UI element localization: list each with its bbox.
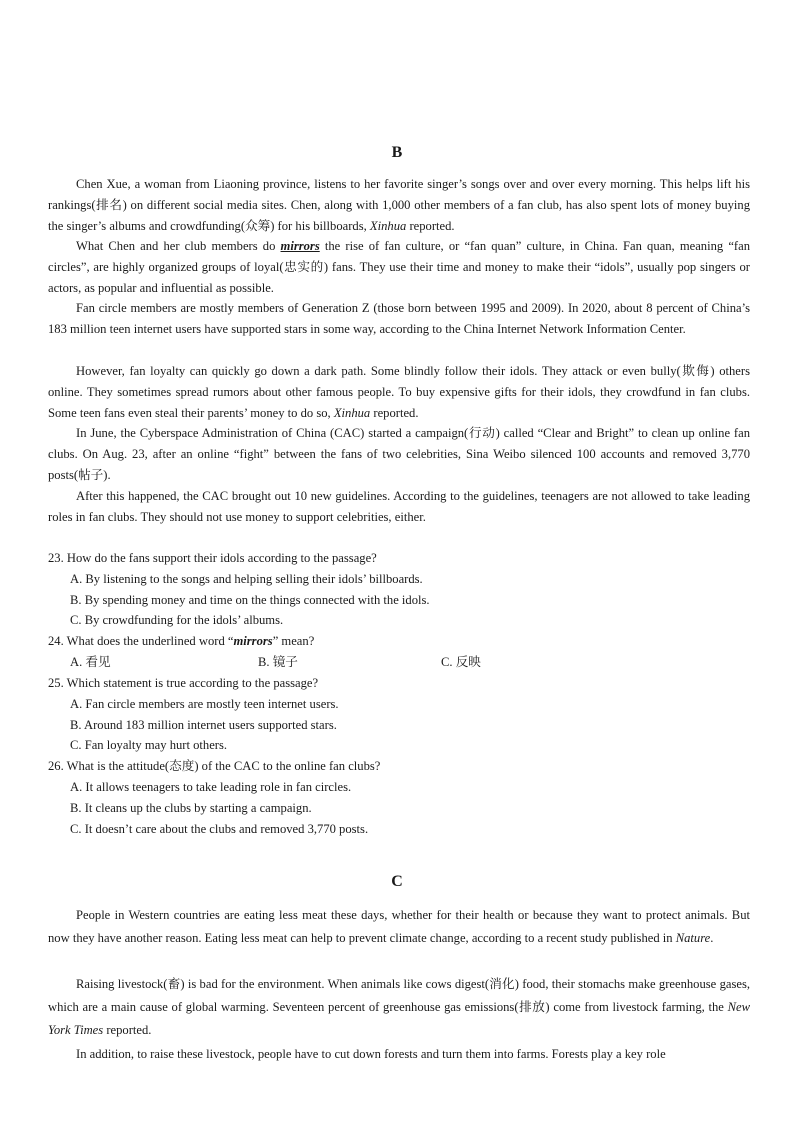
q24-option-c: C. 反映 xyxy=(441,655,481,669)
text: Raising livestock(畜) is bad for the environment. When animals like cows digest(消化) food, their stomachs make greenhouse gases, which are a main cause of global warming. Seventeen percent of greenhouse gas emissions(排放) come from livestock farming, the xyxy=(48,977,750,1015)
q24-option-a: A. 看见 xyxy=(70,655,111,669)
q24-option-b: B. 镜子 xyxy=(258,655,298,669)
question-25: 25. Which statement is true according to the passage? xyxy=(48,676,319,690)
passage-b-paragraph-1 xyxy=(48,174,750,236)
q23-option-b: B. By spending money and time on the things connected with the idols. xyxy=(70,593,430,607)
question-24 xyxy=(48,631,748,652)
q26-option-b: B. It cleans up the clubs by starting a campaign. xyxy=(70,801,312,815)
text: the rise of fan culture, or “fan quan” culture, in China. Fan quan, meaning “fan circles”, are highly organized groups of loyal(忠实的) fans. They use their time and money to make their “idols”, usually pop singers or actors, as popular and influential as possible. xyxy=(48,239,750,295)
text: However, fan loyalty can quickly go down a dark path. Some blindly follow their idols. They attack or even bully(欺侮) others online. They sometimes spread rumors about other famous people. To buy expensive gifts for their idols, they crowdfund in fan clubs. Some teen fans even steal their parents’ money to do so, xyxy=(48,364,750,420)
text: . xyxy=(710,931,714,946)
passage-b-paragraph-6: After this happened, the CAC brought out 10 new guidelines. According to the guidelines, teenagers are not allowed to take leading roles in fan clubs. They should not use money to support celebrities, either. xyxy=(48,489,750,524)
q25-option-a: A. Fan circle members are mostly teen internet users. xyxy=(70,697,339,711)
text: 24. What does the underlined word “ xyxy=(48,634,234,648)
section-c-title: C xyxy=(391,873,403,890)
passage-b-paragraph-5: In June, the Cyberspace Administration of China (CAC) started a campaign(行动) called “Clear and Bright” to clean up online fan clubs. On Aug. 23, after an online “fight” between the fans of two celebrities, Sina Weibo silenced 100 accounts and removed 3,770 posts(帖子). xyxy=(48,426,750,482)
source-name: Xinhua xyxy=(333,405,371,420)
q26-option-c: C. It doesn’t care about the clubs and removed 3,770 posts. xyxy=(70,822,369,836)
q26-option-a: A. It allows teenagers to take leading role in fan circles. xyxy=(70,780,352,794)
source-name: Xinhua xyxy=(369,218,407,233)
passage-c-paragraph-3: In addition, to raise these livestock, people have to cut down forests and turn them into farms. Forests play a key role xyxy=(76,1047,666,1061)
text: reported. xyxy=(103,1023,152,1038)
question-26: 26. What is the attitude(态度) of the CAC to the online fan clubs? xyxy=(48,759,381,773)
text: reported. xyxy=(406,218,455,233)
source-name: New York Times xyxy=(48,1000,750,1038)
q23-option-a: A. By listening to the songs and helping selling their idols’ billboards. xyxy=(70,572,423,586)
passage-b-paragraph-3: Fan circle members are mostly members of Generation Z (those born between 1995 and 2009). In 2020, about 8 percent of China’s 183 million teen internet users have supported stars in some way, according to the China Internet Network Information Center. xyxy=(48,301,750,336)
text: People in Western countries are eating less meat these days, whether for their health or because they want to protect animals. But now they have another reason. Eating less meat can help to prevent climate change, according to a recent study published in xyxy=(48,908,750,946)
passage-c-paragraph-2 xyxy=(48,973,750,1043)
question-23: 23. How do the fans support their idols according to the passage? xyxy=(48,551,377,565)
passage-c-paragraph-1 xyxy=(48,904,750,950)
source-name: Nature xyxy=(675,931,711,946)
passage-b-paragraph-2 xyxy=(48,236,750,298)
text: What Chen and her club members do xyxy=(76,239,281,253)
q25-option-c: C. Fan loyalty may hurt others. xyxy=(70,738,228,752)
text: Chen Xue, a woman from Liaoning province, listens to her favorite singer’s songs over and over every morning. This helps lift his rankings(排名) on different social media sites. Chen, along with 1,000 other members of a fan club, has also spent lots of money buying the singer’s albums and crowdfunding(众筹) for his billboards, xyxy=(48,177,750,233)
text: ” mean? xyxy=(272,634,315,648)
passage-b-paragraph-4 xyxy=(48,361,750,423)
text: reported. xyxy=(370,405,419,420)
section-b-title: B xyxy=(391,144,403,161)
q25-option-b: B. Around 183 million internet users supported stars. xyxy=(70,718,337,732)
underlined-word: mirrors xyxy=(280,239,320,253)
q23-option-c: C. By crowdfunding for the idols’ albums. xyxy=(70,613,284,627)
question-keyword: mirrors xyxy=(233,634,273,648)
